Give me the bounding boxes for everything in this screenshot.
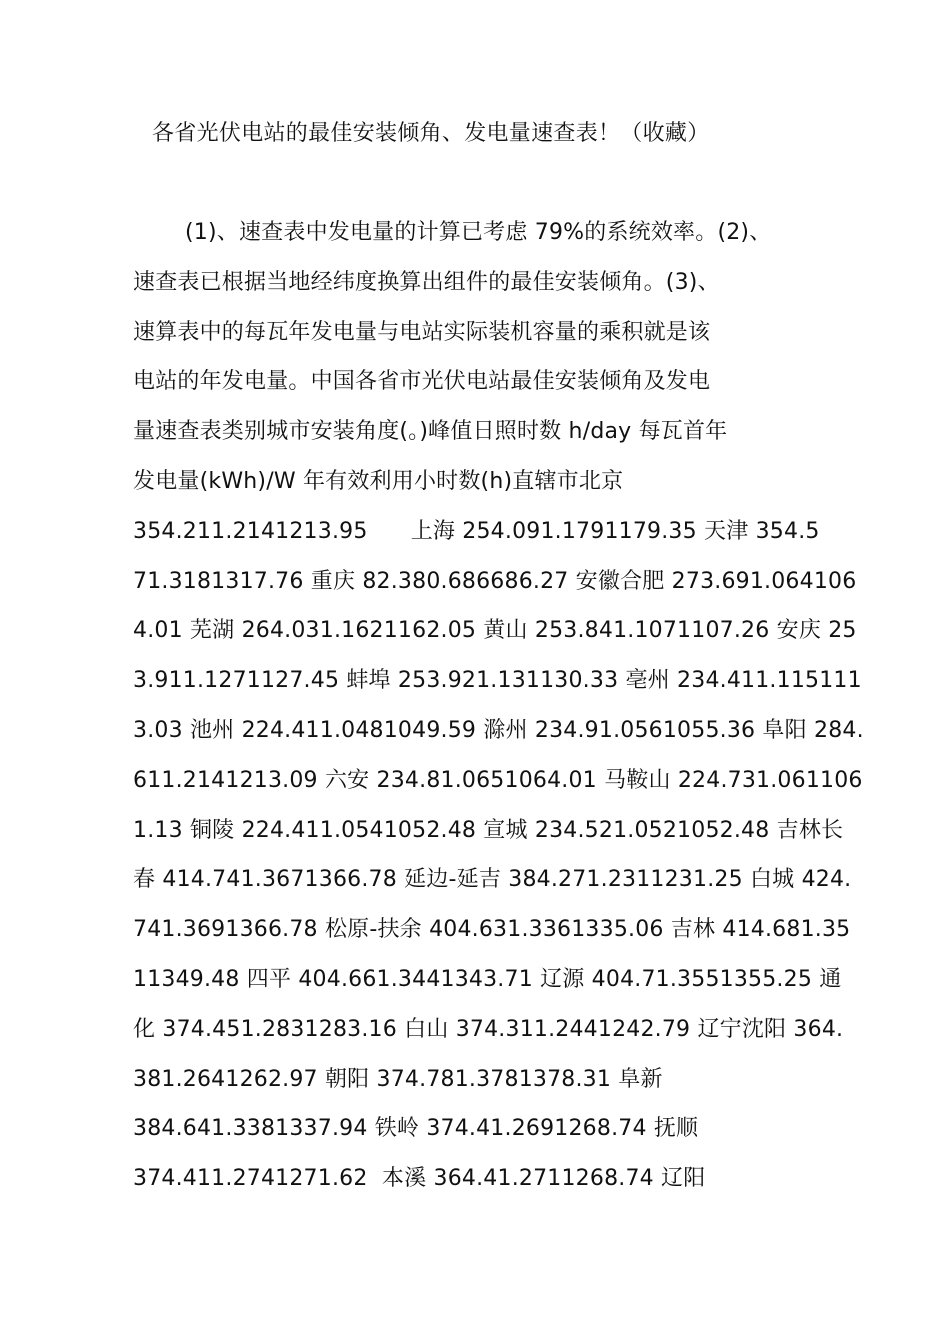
body-line: 1.13 铜陵 224.411.0541052.48 宣城 234.521.0521052.48 吉林长 — [133, 817, 844, 843]
body-line: 春 414.741.3671366.78 延边-延吉 384.271.2311231.25 白城 424. — [133, 867, 852, 893]
body-line: 384.641.3381337.94 铁岭 374.41.2691268.74 抚顺 — [133, 1116, 699, 1142]
body-line: 量速查表类别城市安装角度(。)峰值日照时数 h/day 每瓦首年 — [133, 419, 728, 445]
body-line: (1)、速查表中发电量的计算已考虑 79%的系统效率。(2)、 — [185, 220, 772, 245]
body-line: 11349.48 四平 404.661.3441343.71 辽源 404.71.3551355.25 通 — [133, 966, 842, 992]
document-body — [133, 208, 864, 1204]
body-line: 741.3691366.78 松原-扶余 404.631.3361335.06 吉林 414.681.35 — [133, 917, 851, 943]
body-line: 3.911.1271127.45 蚌埠 253.921.131130.33 亳州 234.411.115111 — [133, 668, 862, 694]
body-line: 速算表中的每瓦年发电量与电站实际装机容量的乘积就是该 — [133, 319, 711, 345]
body-line: 374.411.2741271.62 本溪 364.41.2711268.74 辽阳 — [133, 1166, 706, 1192]
document-title: 各省光伏电站的最佳安装倾角、发电量速查表！（收藏） — [152, 121, 710, 146]
body-line: 发电量(kWh)/W 年有效利用小时数(h)直辖市北京 — [133, 468, 624, 494]
body-line: 381.2641262.97 朝阳 374.781.3781378.31 阜新 — [133, 1066, 663, 1092]
body-line: 3.03 池州 224.411.0481049.59 滁州 234.91.0561055.36 阜阳 284. — [133, 717, 864, 743]
body-line: 611.2141213.09 六安 234.81.0651064.01 马鞍山 224.731.061106 — [133, 767, 863, 793]
body-line: 速查表已根据当地经纬度换算出组件的最佳安装倾角。(3)、 — [133, 269, 720, 295]
body-line: 化 374.451.2831283.16 白山 374.311.2441242.79 辽宁沈阳 364. — [133, 1016, 844, 1042]
body-line: 电站的年发电量。中国各省市光伏电站最佳安装倾角及发电 — [133, 369, 711, 395]
body-line: 71.3181317.76 重庆 82.380.686686.27 安徽合肥 273.691.064106 — [133, 568, 857, 594]
body-line: 4.01 芜湖 264.031.1621162.05 黄山 253.841.1071107.26 安庆 25 — [133, 618, 857, 644]
body-line: 354.211.2141213.95 上海 254.091.1791179.35 天津 354.5 — [133, 518, 820, 544]
